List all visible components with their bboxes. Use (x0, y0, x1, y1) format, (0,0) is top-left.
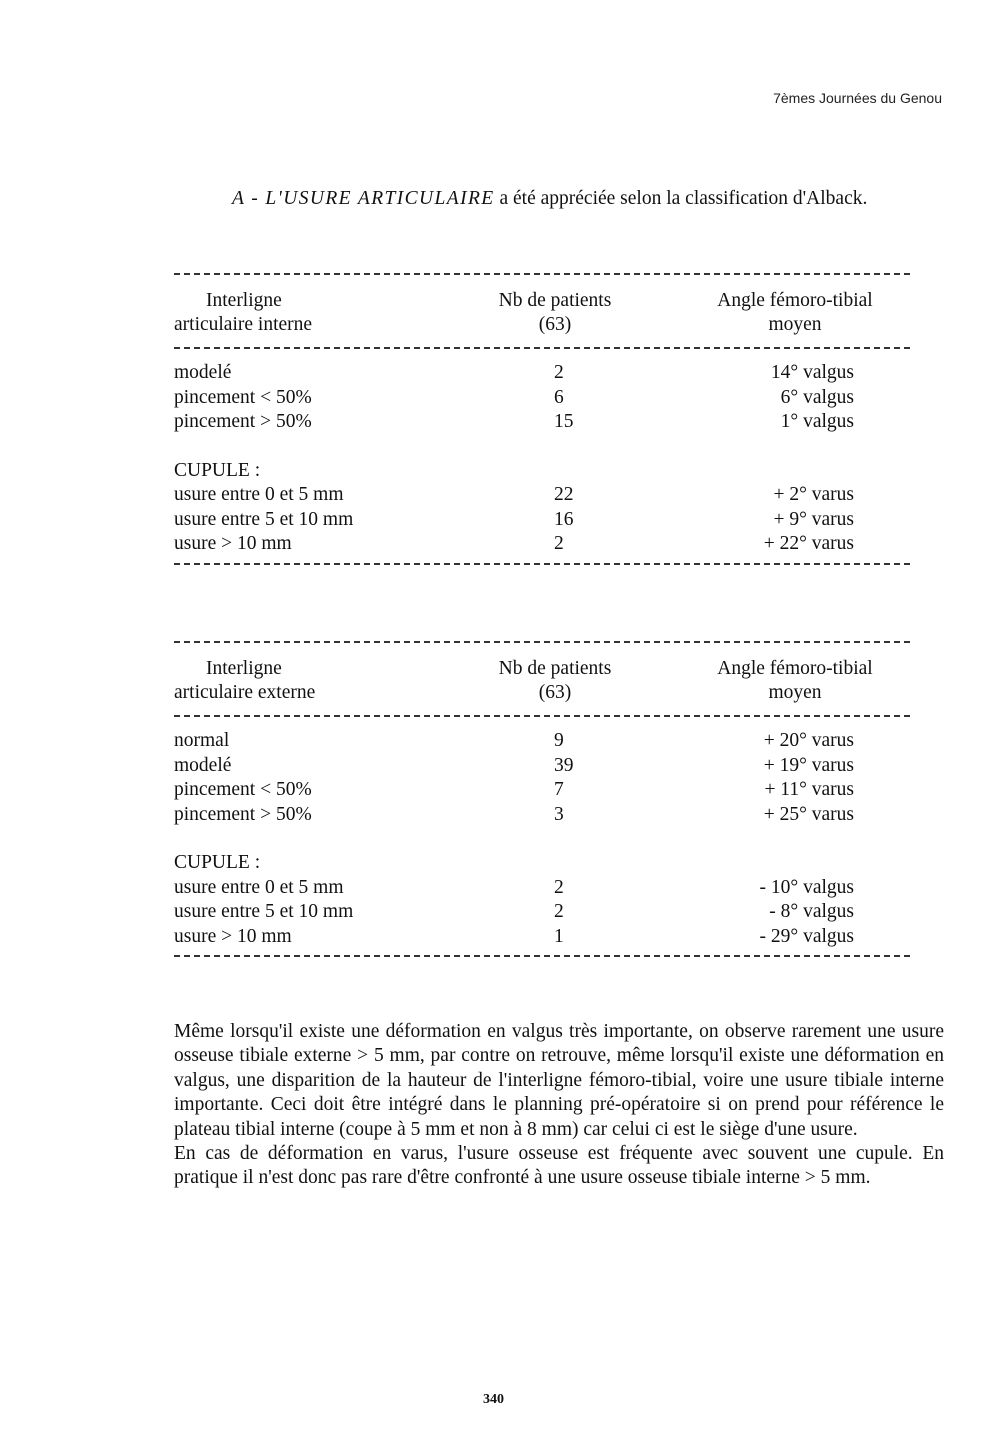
row-angle: 14° valgus (770, 362, 854, 383)
header-col3-line1: Angle fémoro-tibial (717, 658, 873, 679)
table-row (174, 508, 910, 533)
row-count: 3 (554, 803, 564, 825)
row-angle: + 2° varus (773, 484, 854, 505)
row-label: usure entre 5 et 10 mm (174, 901, 354, 922)
row-angle: - 10° valgus (759, 876, 854, 898)
table-row (174, 876, 910, 901)
row-count: 22 (554, 484, 574, 505)
row-label: usure entre 0 et 5 mm (174, 876, 344, 898)
table-row (174, 532, 910, 557)
header-col1-line2: articulaire interne (174, 314, 313, 335)
table-bottom-rule (174, 955, 910, 957)
header-col2-line2: (63) (538, 314, 572, 335)
header-col1-line2: articulaire externe (174, 682, 316, 703)
row-angle: + 25° varus (763, 803, 854, 825)
cupule-label: CUPULE : (174, 852, 261, 873)
table-row (174, 410, 910, 435)
section-lead: A - L'USURE ARTICULAIRE (232, 188, 495, 209)
row-count: 7 (554, 779, 564, 800)
table-header (174, 275, 910, 337)
row-label: usure > 10 mm (174, 533, 292, 554)
row-count: 1 (554, 925, 564, 947)
table-group-label (174, 851, 910, 876)
row-label: pincement > 50% (174, 411, 312, 432)
row-count: 2 (554, 876, 564, 898)
table-row (174, 754, 910, 779)
row-label: pincement < 50% (174, 779, 312, 800)
page-number: 340 (483, 1392, 504, 1407)
header-col3-line1: Angle fémoro-tibial (717, 290, 873, 311)
table-header (174, 643, 910, 705)
header-col2-line1: Nb de patients (498, 658, 612, 679)
table-row (174, 803, 910, 828)
table-row (174, 925, 910, 950)
header-col1-line1: Interligne (206, 658, 282, 679)
body-text (174, 1020, 944, 1191)
row-count: 9 (554, 730, 564, 751)
header-col2-line1: Nb de patients (498, 290, 612, 311)
intro-text: a été appréciée selon la classification d'Alback. (494, 188, 868, 209)
row-count: 2 (554, 533, 564, 554)
intro-paragraph (174, 186, 944, 212)
row-label: modelé (174, 362, 232, 383)
header-col3-line2: moyen (768, 682, 822, 703)
table-body (174, 349, 910, 563)
table-row (174, 361, 910, 386)
running-header: 7èmes Journées du Genou (773, 90, 942, 106)
row-count: 16 (554, 508, 574, 530)
row-label: pincement < 50% (174, 386, 312, 408)
table-row (174, 900, 910, 925)
row-angle: + 9° varus (773, 508, 854, 530)
row-angle: + 22° varus (763, 533, 854, 554)
row-count: 6 (554, 386, 564, 408)
header-col2-line2: (63) (538, 682, 572, 703)
header-col1-line1: Interligne (206, 290, 282, 311)
table-row (174, 729, 910, 754)
row-angle: + 11° varus (764, 779, 854, 800)
row-label: usure > 10 mm (174, 925, 292, 947)
row-label: pincement > 50% (174, 803, 312, 825)
table-row (174, 483, 910, 508)
row-angle: - 8° valgus (769, 901, 854, 922)
table-row (174, 778, 910, 803)
row-angle: 1° valgus (780, 411, 854, 432)
row-label: usure entre 0 et 5 mm (174, 484, 344, 505)
row-label: modelé (174, 754, 232, 776)
row-angle: + 19° varus (763, 754, 854, 776)
row-count: 39 (554, 754, 574, 776)
table-bottom-rule (174, 563, 910, 565)
row-angle: 6° valgus (780, 386, 854, 408)
table-interligne-interne (174, 273, 910, 565)
row-angle: - 29° valgus (759, 925, 854, 947)
table-body (174, 717, 910, 955)
table-interligne-externe (174, 641, 910, 957)
table-group-label (174, 459, 910, 484)
row-angle: + 20° varus (763, 730, 854, 751)
table-row (174, 386, 910, 411)
row-label: usure entre 5 et 10 mm (174, 508, 354, 530)
header-col3-line2: moyen (768, 314, 822, 335)
body-paragraph-2: En cas de déformation en varus, l'usure osseuse est fréquente avec souvent une cupule. En pratique il n'est donc pas rare d'être confronté à une usure osseuse tibiale interne > 5 mm. (174, 1143, 944, 1189)
cupule-label: CUPULE : (174, 459, 261, 481)
body-paragraph-1: Même lorsqu'il existe une déformation en valgus très importante, on observe rarement une usure osseuse tibiale externe > 5 mm, par contre on retrouve, même lorsqu'il existe une déformation en valgus, une disparition de la hauteur de l'interligne fémoro-tibial, voire une usure tibiale interne importante. Ceci doit être intégré dans le planning pré-opératoire si on prend pour référence le plateau tibial interne (coupe à 5 mm et non à 8 mm) car celui ci est le siège d'une usure. (174, 1021, 944, 1140)
row-label: normal (174, 730, 230, 751)
row-count: 2 (554, 901, 564, 922)
row-count: 15 (554, 411, 574, 432)
row-count: 2 (554, 362, 564, 383)
